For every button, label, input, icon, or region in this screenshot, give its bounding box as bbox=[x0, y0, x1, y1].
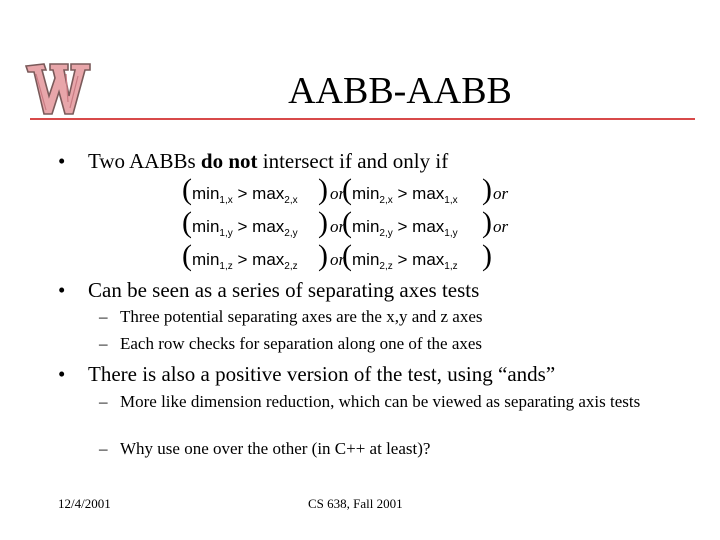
bullet-3-text: There is also a positive version of the test, using “ands” bbox=[88, 362, 556, 386]
paren-open: ( bbox=[342, 173, 352, 206]
paren-open: ( bbox=[182, 239, 192, 272]
term-left: $\min_{1,z} > \max_{2,z}$ bbox=[192, 250, 298, 272]
slide-title: AABB-AABB bbox=[288, 70, 512, 112]
term-left: $\min_{1,x} > \max_{2,x}$ bbox=[192, 184, 298, 206]
bullet-1-bold: do not bbox=[200, 149, 258, 173]
paren-close: ) bbox=[482, 239, 492, 272]
bullet-dot: • bbox=[58, 149, 66, 173]
footer-course: CS 638, Fall 2001 bbox=[308, 496, 403, 511]
sub-dash: – bbox=[99, 439, 108, 458]
equation-row-y bbox=[182, 206, 512, 242]
bullet-3 bbox=[58, 361, 555, 387]
or-join: or bbox=[330, 184, 346, 203]
intersection-equation bbox=[182, 173, 512, 275]
bullet-dot: • bbox=[58, 362, 66, 386]
term-right: $\min_{2,z} > \max_{1,z}$ bbox=[352, 250, 458, 272]
wisconsin-w-logo-icon bbox=[22, 52, 94, 124]
paren-close: ) bbox=[318, 206, 328, 239]
title-divider bbox=[30, 118, 695, 120]
or-trail: or bbox=[493, 184, 509, 203]
paren-open: ( bbox=[342, 206, 352, 239]
sub-dash: – bbox=[99, 307, 108, 326]
footer-date: 12/4/2001 bbox=[58, 496, 111, 511]
bullet-3-sub-2: – Why use one over the other (in C++ at least)? bbox=[99, 439, 431, 458]
paren-open: ( bbox=[182, 206, 192, 239]
sub-dash: – bbox=[99, 334, 108, 353]
bullet-2-text: Can be seen as a series of separating axes tests bbox=[88, 278, 480, 302]
or-trail: or bbox=[493, 217, 509, 236]
bullet-2-sub-2: – Each row checks for separation along one of the axes bbox=[99, 334, 483, 353]
bullet-3-sub-1: – More like dimension reduction, which can be viewed as separating axis tests bbox=[99, 392, 641, 411]
paren-close: ) bbox=[482, 206, 492, 239]
term-right: $\min_{2,y} > \max_{1,y}$ bbox=[352, 217, 458, 239]
paren-close: ) bbox=[482, 173, 492, 206]
paren-close: ) bbox=[318, 239, 328, 272]
term-left: $\min_{1,y} > \max_{2,y}$ bbox=[192, 217, 298, 239]
paren-close: ) bbox=[318, 173, 328, 206]
bullet-2-sub-1: – Three potential separating axes are the x,y and z axes bbox=[99, 307, 483, 326]
bullet-1-suffix: intersect if and only if bbox=[257, 149, 449, 173]
sub-dash: – bbox=[99, 392, 108, 411]
equation-row-z bbox=[182, 239, 512, 275]
bullet-dot: • bbox=[58, 278, 66, 302]
or-join: or bbox=[330, 217, 346, 236]
equation-row-x bbox=[182, 173, 512, 209]
or-join: or bbox=[330, 250, 346, 269]
paren-open: ( bbox=[182, 173, 192, 206]
term-right: $\min_{2,x} > \max_{1,x}$ bbox=[352, 184, 458, 206]
bullet-1-prefix: Two AABBs bbox=[88, 149, 201, 173]
bullet-1 bbox=[58, 148, 448, 174]
bullet-2 bbox=[58, 277, 479, 303]
paren-open: ( bbox=[342, 239, 352, 272]
